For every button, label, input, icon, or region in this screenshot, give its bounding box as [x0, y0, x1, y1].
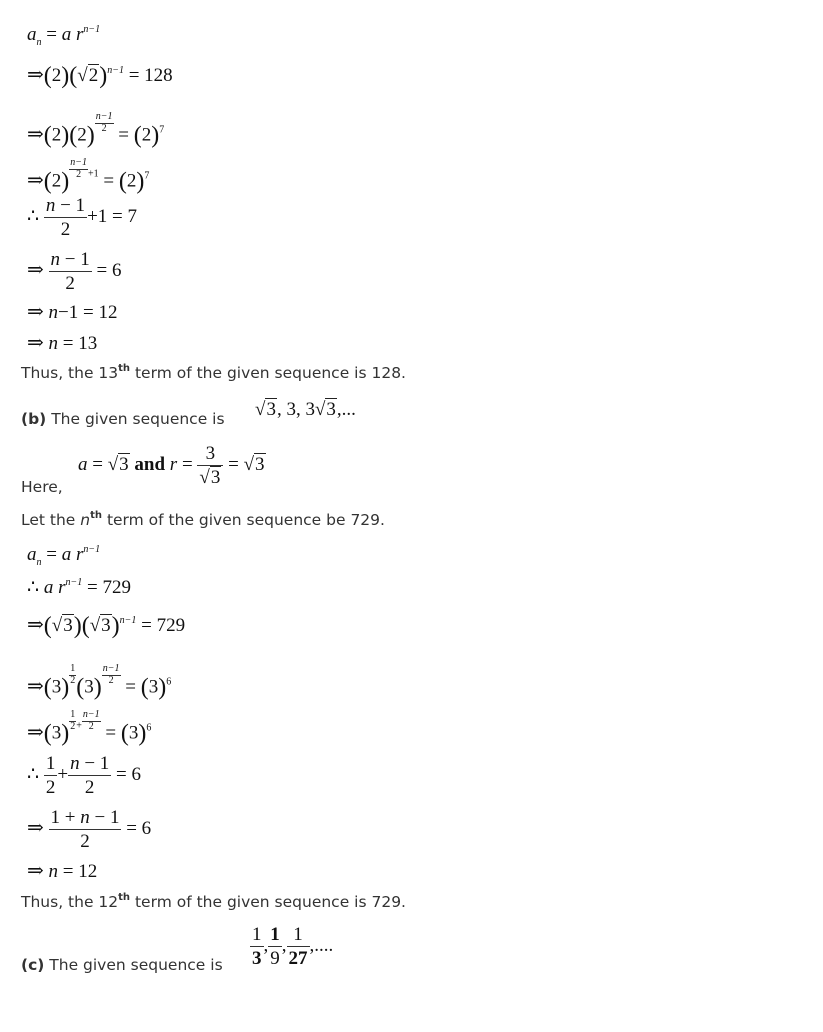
equation-b-step-1: ∴ a $r^{n-1} = 729$	[27, 577, 131, 598]
part-b-conclusion: Thus, the 12th term of the given sequence is 729.	[21, 892, 406, 911]
part-b-label: (b)	[21, 410, 47, 428]
part-b-here-formula: a = √3 and r = $\frac{3}{√3}$ = √3	[78, 443, 265, 488]
equation-a-step-7: ⇒ n = 13	[27, 332, 98, 354]
equation-b-step-6: ⇒ $\frac{1 + n - 1}{2}$ = 6	[27, 807, 152, 852]
equation-a-step-4: ∴ $\frac{n - 1}{2}$ +1 = 7	[27, 195, 137, 240]
equation-general-term-b: $a_n = a$ $r^{n-1}$	[27, 544, 101, 568]
part-a-conclusion: Thus, the 13th term of the given sequence is 128.	[21, 363, 406, 382]
equation-b-step-4: ⇒(3) $\frac{1}{2}$ + $\frac{n-1}{2}$ = $(3)^6$	[27, 709, 152, 747]
equation-b-step-7: ⇒ n = 12	[27, 860, 98, 882]
part-b-here-label: Here,	[21, 478, 63, 496]
equation-a-step-1: $\Rightarrow(2)(√2)^{n-1} = 128$	[27, 63, 173, 89]
part-c-intro: (c) The given sequence is	[21, 956, 223, 974]
equation-a-step-2: ⇒(2)(2) $\frac{n-1}{2}$ = $(2)^7$	[27, 111, 165, 149]
equation-a-step-3: ⇒(2) $\frac{n-1}{2}$ $^{+1} = (2)^7$	[27, 157, 150, 195]
part-b-intro: (b) The given sequence is	[21, 410, 225, 428]
equation-b-step-2: $\Rightarrow(√3)(√3)^{n-1} = 729$	[27, 613, 186, 639]
part-b-sequence: √3, 3, 3√3,...	[255, 399, 356, 420]
part-c-sequence: $\frac{1}{3}$ , $\frac{1}{9}$ , $\frac{1}{27}$ ,....	[252, 924, 334, 969]
equation-b-step-3: ⇒(3) $\frac{1}{2}$ (3) $\frac{n-1}{2}$ = $(3)^6$	[27, 663, 172, 701]
equation-a-step-6: ⇒ n−1 = 12	[27, 301, 118, 323]
equation-b-step-5: ∴ $\frac{1}{2}$ + $\frac{n - 1}{2}$ = 6	[27, 753, 141, 798]
equation-a-step-5: ⇒ $\frac{n - 1}{2}$ = 6	[27, 249, 122, 294]
part-b-let-line: Let the $n^{th}$ term of the given sequence be 729.	[21, 510, 385, 529]
part-c-label: (c)	[21, 956, 45, 974]
equation-general-term-a: $a_n = a$ $r^{n-1}$	[27, 24, 101, 48]
